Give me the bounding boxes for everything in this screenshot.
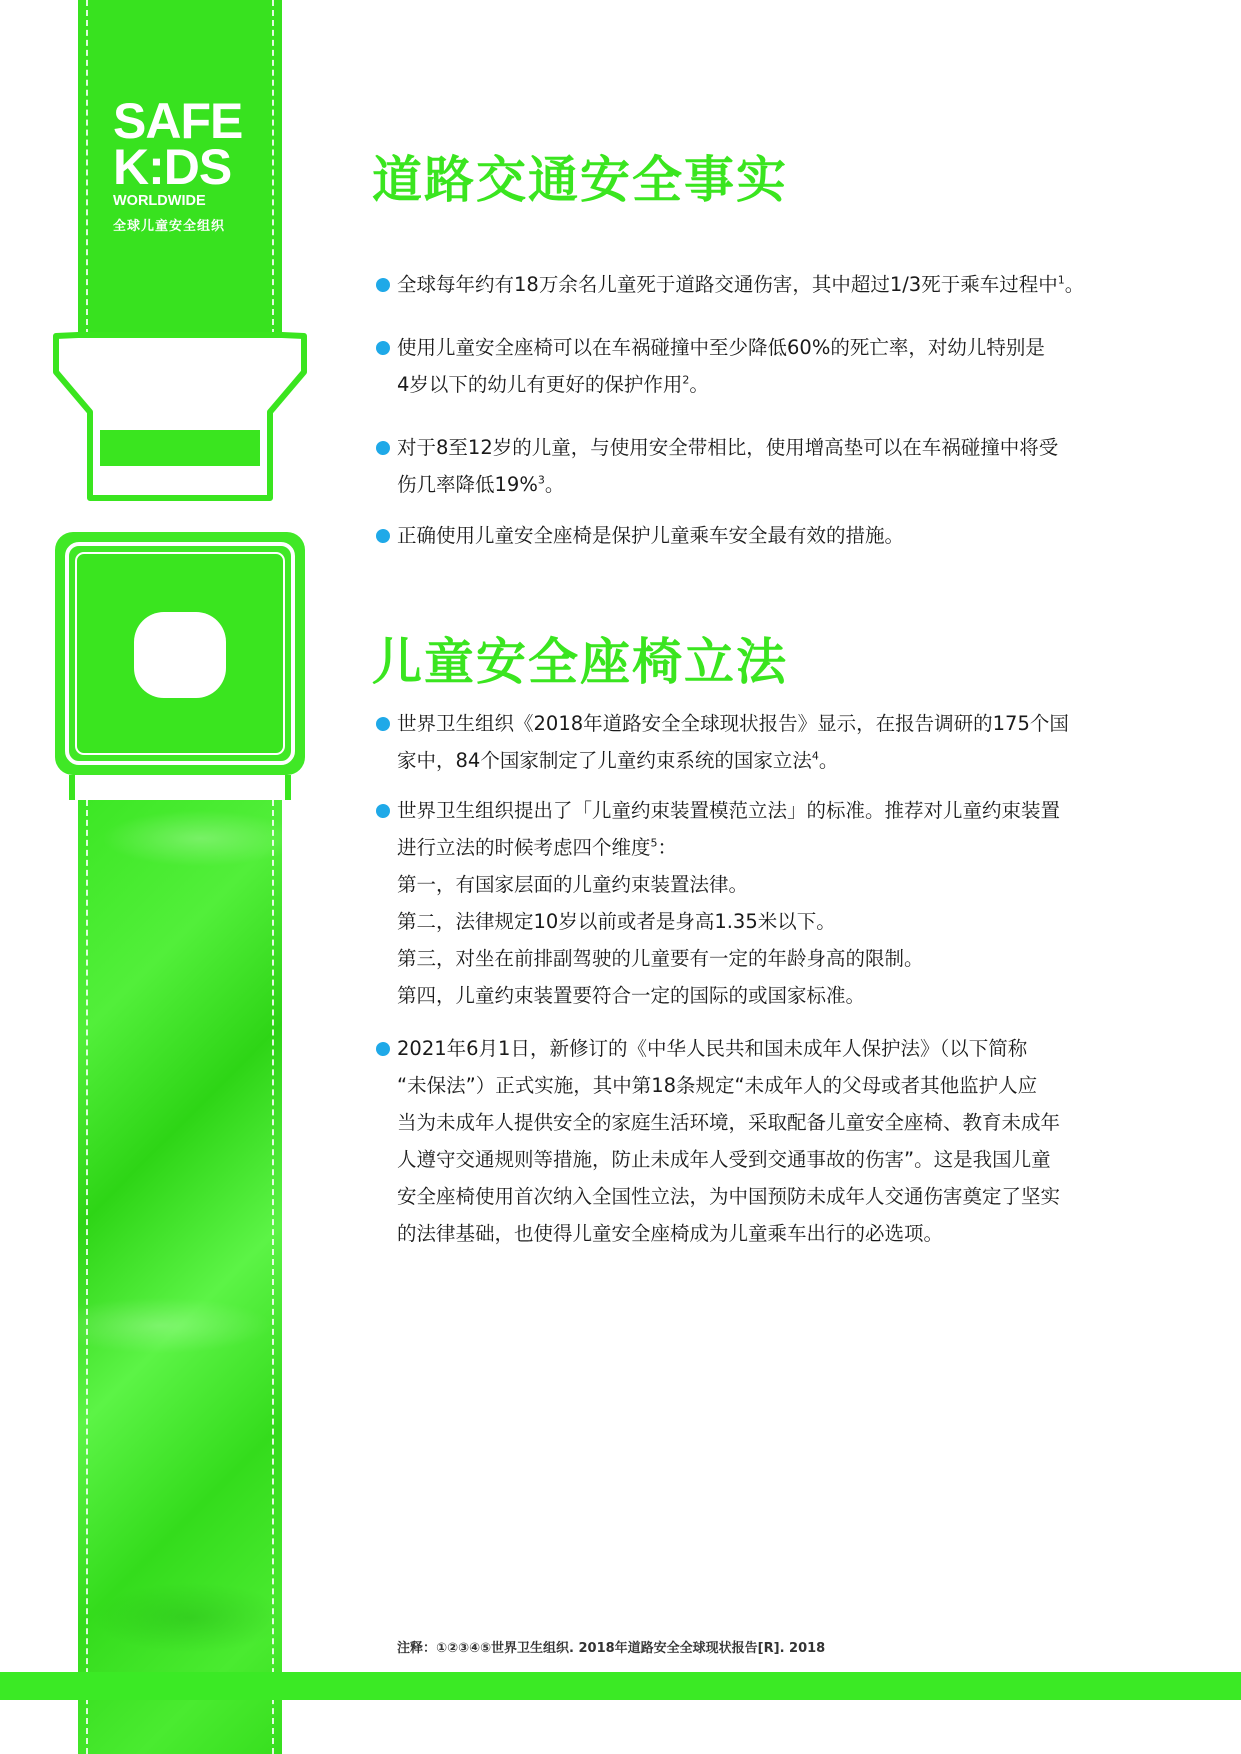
footnote: 注释：①②③④⑤世界卫生组织. 2018年道路安全全球现状报告[R]. 2018 [397,1641,826,1656]
list-item: 2021年6月1日，新修订的《中华人民共和国未成年人保护法》（以下简称 “未保法”）正式实施，其中第18条规定“未成年人的父母或者其他监护人应 当为未成年人提供安全的家庭生活环境，采取配备儿童安全座椅、教育未成年 人遵守交通规则等措施，防止未成年人受到交通事故的伤害”。这是我国儿童 安全座椅使用首次纳入全国性立法，为中国预防未成年人交通伤害奠定了坚实 的法律基础，也使得儿童安全座椅成为儿童乘车出行的必选项。 [376,1030,1156,1252]
list-item: 使用儿童安全座椅可以在车祸碰撞中至少降低60%的死亡率，对幼儿特别是 4岁以下的幼儿有更好的保护作用$^2$。 [376,329,1156,403]
bullet-icon [376,717,390,731]
section-title-legislation: 儿童安全座椅立法 [372,633,788,691]
logo-line-worldwide: WORLDWIDE [113,193,206,209]
list-item: 全球每年约有18万余名儿童死于道路交通伤害，其中超过1/3死于乘车过程中$^1$。 [376,266,1156,303]
belt-strap-lower [78,780,282,1754]
safe-kids-logo [113,93,253,238]
bullet-icon [376,441,390,455]
bullet-icon [376,341,390,355]
bottom-green-band [0,1672,1241,1700]
logo-line-safe: SAFE [113,93,243,149]
list-item: 世界卫生组织提出了「儿童约束装置模范立法」的标准。推荐对儿童约束装置 进行立法的时候考虑四个维度$^5$： 第一，有国家层面的儿童约束装置法律。 第二，法律规定10岁以前或者是身高1.35米以下。 第三，对坐在前排副驾驶的儿童要有一定的年龄身高的限制。 第四，儿童约束装置要符合一定的国际的或国家标准。 [376,792,1156,1014]
bullet-icon [376,278,390,292]
logo-line-kids: K:DS [113,139,232,195]
bullet-icon [376,1042,390,1056]
list-item: 对于8至12岁的儿童，与使用安全带相比，使用增高垫可以在车祸碰撞中将受 伤几率降低19%$^3$。 [376,429,1156,503]
section-title-traffic-facts: 道路交通安全事实 [372,151,788,209]
list-item: 世界卫生组织《2018年道路安全全球现状报告》显示，在报告调研的175个国 家中，84个国家制定了儿童约束系统的国家立法$^4$。 [376,705,1156,779]
list-item: 正确使用儿童安全座椅是保护儿童乘车安全最有效的措施。 [376,517,1156,554]
bullet-icon [376,804,390,818]
logo-line-chinese: 全球儿童安全组织 [113,219,226,234]
bullet-icon [376,529,390,543]
